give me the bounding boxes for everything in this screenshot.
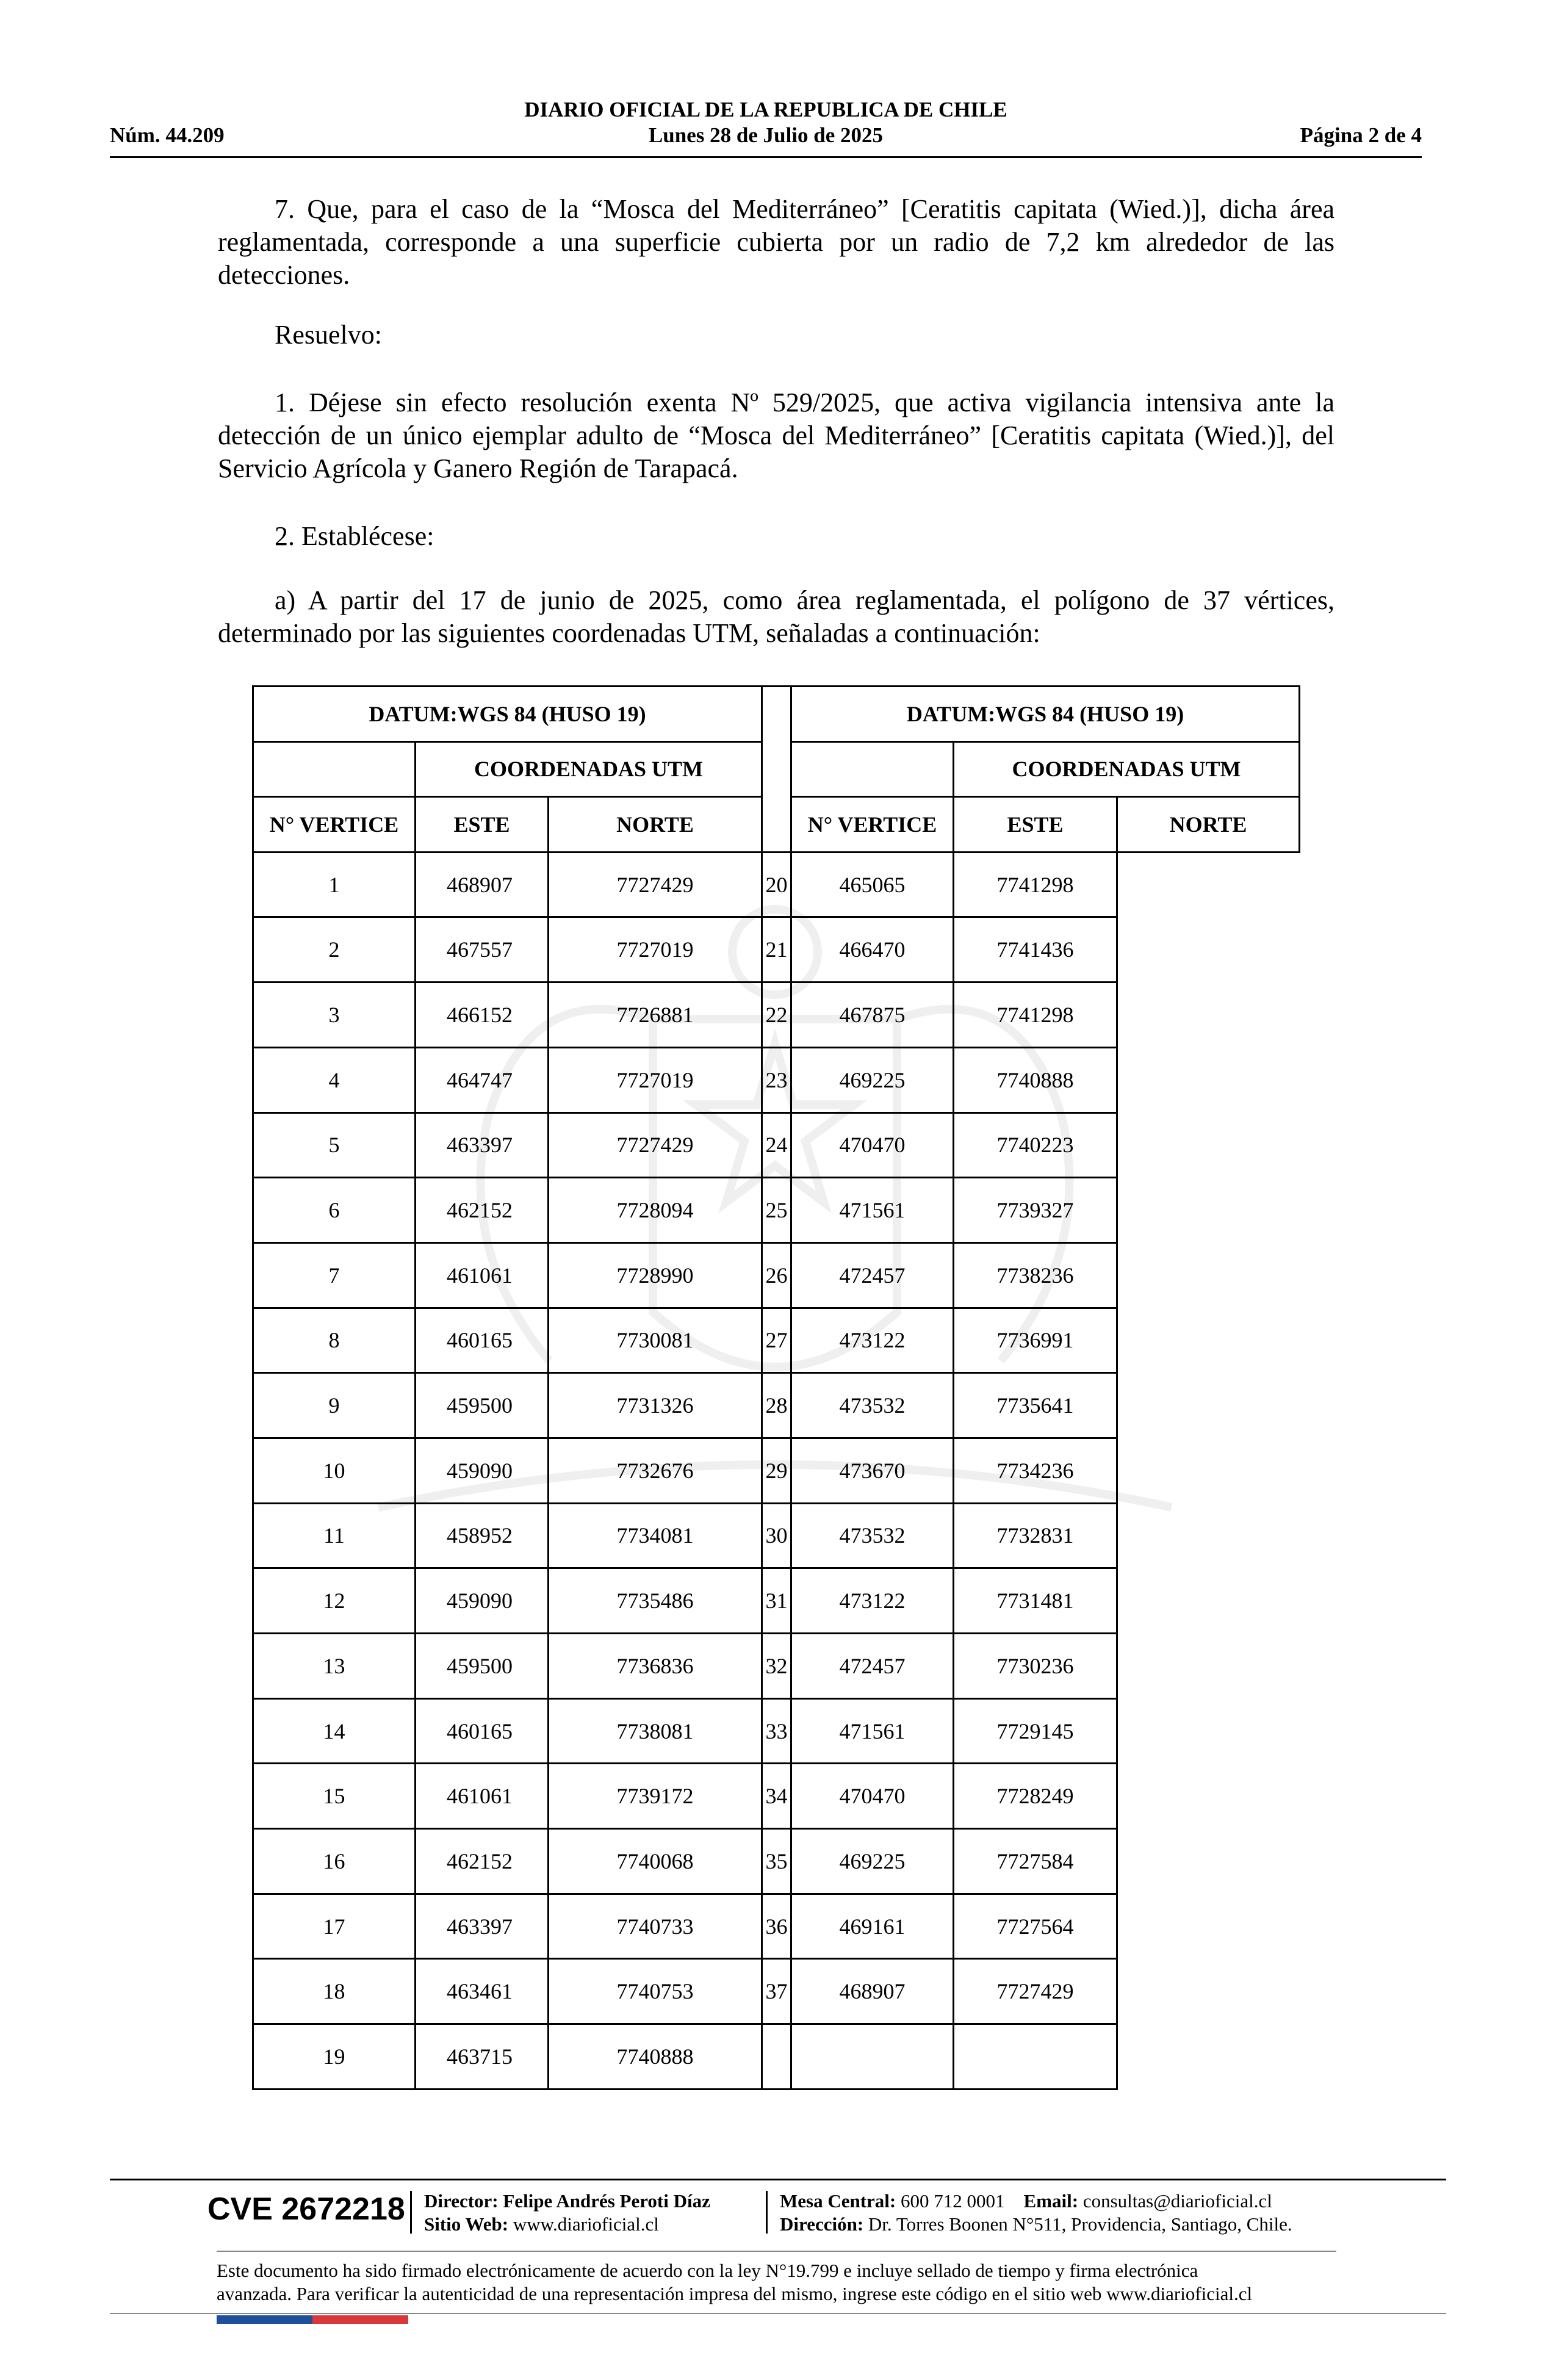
signature-note: [217, 2259, 1336, 2306]
table-row: [253, 1373, 1300, 1438]
norte-left-cell: 7734081: [549, 1503, 762, 1568]
table-row: [253, 1764, 1300, 1829]
este-right-cell: 473670: [791, 1438, 954, 1503]
este-left-cell: 459090: [416, 1568, 549, 1634]
vertex-right-cell: 27: [762, 1308, 791, 1373]
norte-right-cell: 7740888: [954, 1047, 1117, 1112]
norte-right-cell: 7740223: [954, 1112, 1117, 1178]
este-right-cell: 470470: [791, 1112, 954, 1178]
table-row: [253, 983, 1300, 1048]
vertex-right-cell: 24: [762, 1112, 791, 1178]
vertex-right-cell: 34: [762, 1764, 791, 1829]
vertex-right-cell: 29: [762, 1438, 791, 1503]
site-label: Sitio Web:: [424, 2213, 509, 2235]
footer-divider: [110, 2179, 1446, 2180]
norte-left-cell: 7727429: [549, 1112, 762, 1178]
vertex-left-cell: 18: [253, 1959, 416, 2024]
page-number: Página 2 de 4: [1300, 123, 1422, 147]
norte-left-cell: 7732676: [549, 1438, 762, 1503]
email-label: Email:: [1023, 2190, 1079, 2212]
footer-inner-divider: [217, 2251, 1336, 2252]
resolution-1: 1. Déjese sin efecto resolución exenta Nº 529/2025, que activa vigilancia intensiva ante la detección de un único ejemplar adulto de “Mosca del Mediterráneo” [Ceratitis capitata (Wied.)], del Servicio Agrícola y Ganero Región de Tarapacá.: [218, 388, 1334, 483]
resolution-2: 2. Establécese:: [275, 521, 434, 551]
vertex-left-cell: 6: [253, 1178, 416, 1243]
issue-number: Núm. 44.209: [110, 123, 225, 147]
vertex-right-cell: 30: [762, 1503, 791, 1568]
mesa-label: Mesa Central:: [780, 2190, 896, 2212]
norte-right-cell: 7741298: [954, 852, 1117, 917]
vertex-right-cell: 36: [762, 1894, 791, 1959]
norte-right-cell: 7736991: [954, 1308, 1117, 1373]
este-left-cell: 459090: [416, 1438, 549, 1503]
norte-right-cell: 7735641: [954, 1373, 1117, 1438]
signature-note-line: avanzada. Para verificar la autenticidad de una representación impresa del mismo, ingrese este código en el sitio web www.diarioficial.cl: [217, 2283, 1253, 2304]
este-left-cell: 463461: [416, 1959, 549, 2024]
footer-director-block: [424, 2190, 710, 2236]
este-left-cell: 468907: [416, 852, 549, 917]
vertex-right-cell: 37: [762, 1959, 791, 2024]
norte-right-cell: 7728249: [954, 1764, 1117, 1829]
table-row: [253, 1047, 1300, 1112]
este-right-cell: 473122: [791, 1568, 954, 1634]
vertex-left-cell: 5: [253, 1112, 416, 1178]
vertex-right-cell: 31: [762, 1568, 791, 1634]
col-este-left: ESTE: [416, 797, 549, 853]
col-este-right: ESTE: [954, 797, 1117, 853]
vertex-left-cell: 7: [253, 1242, 416, 1308]
flag-stripe-blue: [217, 2315, 312, 2324]
flag-stripe-red: [312, 2315, 408, 2324]
este-right-cell: 472457: [791, 1242, 954, 1308]
norte-right-cell: 7730236: [954, 1634, 1117, 1699]
norte-right-cell: 7732831: [954, 1503, 1117, 1568]
norte-right-cell: 7729145: [954, 1698, 1117, 1764]
utm-coordinates-table: [252, 685, 1298, 2090]
norte-left-cell: 7740753: [549, 1959, 762, 2024]
table-row: [253, 1112, 1300, 1178]
este-left-cell: 463397: [416, 1894, 549, 1959]
este-right-cell: 471561: [791, 1698, 954, 1764]
este-right-cell: 471561: [791, 1178, 954, 1243]
vertex-right-cell: 20: [762, 852, 791, 917]
norte-right-cell: 7739327: [954, 1178, 1117, 1243]
vertex-left-cell: 16: [253, 1829, 416, 1894]
vertex-left-cell: 11: [253, 1503, 416, 1568]
norte-left-cell: 7736836: [549, 1634, 762, 1699]
vertex-left-cell: 3: [253, 983, 416, 1048]
este-left-cell: 462152: [416, 1829, 549, 1894]
vertex-right-cell: 25: [762, 1178, 791, 1243]
vertex-left-cell: 15: [253, 1764, 416, 1829]
norte-right-cell: 7738236: [954, 1242, 1117, 1308]
norte-left-cell: 7740733: [549, 1894, 762, 1959]
norte-left-cell: 7740068: [549, 1829, 762, 1894]
norte-right-cell: 7741298: [954, 983, 1117, 1048]
table-row: [253, 1698, 1300, 1764]
vertex-right-cell: 28: [762, 1373, 791, 1438]
table-row: [253, 1178, 1300, 1243]
vertex-left-cell: 8: [253, 1308, 416, 1373]
este-left-cell: 459500: [416, 1634, 549, 1699]
este-left-cell: 467557: [416, 917, 549, 983]
table-row: [253, 1438, 1300, 1503]
table-row: [253, 917, 1300, 983]
este-left-cell: 463397: [416, 1112, 549, 1178]
vertex-left-cell: 12: [253, 1568, 416, 1634]
este-left-cell: 458952: [416, 1503, 549, 1568]
col-norte-right: NORTE: [1117, 797, 1300, 853]
header-divider: [110, 156, 1422, 158]
publication-title: DIARIO OFICIAL DE LA REPUBLICA DE CHILE: [524, 98, 1007, 121]
norte-right-cell: 7741436: [954, 917, 1117, 983]
norte-right-cell: 7727564: [954, 1894, 1117, 1959]
este-left-cell: 466152: [416, 983, 549, 1048]
vertex-left-cell: 10: [253, 1438, 416, 1503]
vertex-left-cell: 13: [253, 1634, 416, 1699]
footer-separator: [766, 2191, 768, 2234]
table-row: [253, 852, 1300, 917]
norte-left-cell: 7727019: [549, 1047, 762, 1112]
este-right-cell: 472457: [791, 1634, 954, 1699]
empty-header-cell: [253, 741, 416, 797]
este-left-cell: 461061: [416, 1242, 549, 1308]
vertex-right-cell: 23: [762, 1047, 791, 1112]
vertex-left-cell: 17: [253, 1894, 416, 1959]
datum-header-left: DATUM:WGS 84 (HUSO 19): [253, 687, 762, 742]
table-row: [253, 2024, 1300, 2090]
director-label: Director:: [424, 2190, 499, 2212]
issue-date: Lunes 28 de Julio de 2025: [648, 123, 884, 147]
col-norte-left: NORTE: [549, 797, 762, 853]
vertex-left-cell: 14: [253, 1698, 416, 1764]
resolution-2a: a) A partir del 17 de junio de 2025, como área reglamentada, el polígono de 37 vértices, determinado por las siguientes coordenadas UTM, señaladas a continuación:: [218, 585, 1334, 648]
table-row: [253, 1894, 1300, 1959]
address-label: Dirección:: [780, 2213, 864, 2235]
email-address[interactable]: consultas@diarioficial.cl: [1082, 2190, 1272, 2212]
este-right-cell: 469161: [791, 1894, 954, 1959]
resuelvo-heading: Resuelvo:: [275, 320, 382, 350]
table-row: [253, 1242, 1300, 1308]
col-vertex-right: N° VERTICE: [791, 797, 954, 853]
este-right-cell: 465065: [791, 852, 954, 917]
norte-left-cell: 7731326: [549, 1373, 762, 1438]
este-left-cell: 464747: [416, 1047, 549, 1112]
este-left-cell: 461061: [416, 1764, 549, 1829]
vertex-right-cell: 22: [762, 983, 791, 1048]
empty-header-cell: [791, 741, 954, 797]
table-row: [253, 1308, 1300, 1373]
coords-header-right: COORDENADAS UTM: [954, 741, 1300, 797]
vertex-right-cell: 32: [762, 1634, 791, 1699]
datum-header-right: DATUM:WGS 84 (HUSO 19): [791, 687, 1300, 742]
este-right-cell: [791, 2024, 954, 2090]
este-right-cell: 470470: [791, 1764, 954, 1829]
vertex-right-cell: 35: [762, 1829, 791, 1894]
norte-left-cell: 7738081: [549, 1698, 762, 1764]
vertex-left-cell: 2: [253, 917, 416, 983]
site-url[interactable]: www.diarioficial.cl: [513, 2213, 659, 2235]
norte-left-cell: 7728094: [549, 1178, 762, 1243]
table-row: [253, 1959, 1300, 2024]
este-left-cell: 460165: [416, 1308, 549, 1373]
norte-left-cell: 7730081: [549, 1308, 762, 1373]
este-left-cell: 462152: [416, 1178, 549, 1243]
table-gutter: [762, 687, 791, 853]
vertex-right-cell: 26: [762, 1242, 791, 1308]
vertex-right-cell: 33: [762, 1698, 791, 1764]
este-left-cell: 460165: [416, 1698, 549, 1764]
footer-separator: [410, 2191, 412, 2234]
norte-left-cell: 7728990: [549, 1242, 762, 1308]
norte-left-cell: 7726881: [549, 983, 762, 1048]
footer-bottom-divider: [110, 2313, 1446, 2314]
table-row: [253, 1503, 1300, 1568]
este-right-cell: 473532: [791, 1503, 954, 1568]
este-right-cell: 468907: [791, 1959, 954, 2024]
norte-right-cell: 7731481: [954, 1568, 1117, 1634]
norte-left-cell: 7727429: [549, 852, 762, 917]
vertex-left-cell: 19: [253, 2024, 416, 2090]
este-right-cell: 467875: [791, 983, 954, 1048]
table-row: [253, 1634, 1300, 1699]
address: Dr. Torres Boonen N°511, Providencia, Santiago, Chile.: [868, 2213, 1292, 2235]
norte-right-cell: 7727429: [954, 1959, 1117, 2024]
este-right-cell: 473532: [791, 1373, 954, 1438]
coords-header-left: COORDENADAS UTM: [416, 741, 762, 797]
este-right-cell: 469225: [791, 1047, 954, 1112]
este-left-cell: 459500: [416, 1373, 549, 1438]
col-vertex-left: N° VERTICE: [253, 797, 416, 853]
vertex-right-cell: 21: [762, 917, 791, 983]
norte-left-cell: 7739172: [549, 1764, 762, 1829]
norte-right-cell: 7727584: [954, 1829, 1117, 1894]
vertex-left-cell: 4: [253, 1047, 416, 1112]
director-name: Felipe Andrés Peroti Díaz: [503, 2190, 710, 2212]
mesa-phone: 600 712 0001: [901, 2190, 1005, 2212]
norte-right-cell: 7734236: [954, 1438, 1117, 1503]
este-right-cell: 469225: [791, 1829, 954, 1894]
norte-left-cell: 7727019: [549, 917, 762, 983]
signature-note-line: Este documento ha sido firmado electrónicamente de acuerdo con la ley N°19.799 e incluye sellado de tiempo y firma electrónica: [217, 2260, 1198, 2281]
este-right-cell: 473122: [791, 1308, 954, 1373]
norte-left-cell: 7740888: [549, 2024, 762, 2090]
cve-code: CVE 2672218: [207, 2191, 405, 2227]
norte-right-cell: [954, 2024, 1117, 2090]
este-left-cell: 463715: [416, 2024, 549, 2090]
table-row: [253, 1829, 1300, 1894]
table-row: [253, 1568, 1300, 1634]
page-header: [110, 92, 1422, 160]
vertex-right-cell: [762, 2024, 791, 2090]
vertex-left-cell: 1: [253, 852, 416, 917]
vertex-left-cell: 9: [253, 1373, 416, 1438]
paragraph-7: 7. Que, para el caso de la “Mosca del Mediterráneo” [Ceratitis capitata (Wied.)], dicha área reglamentada, corresponde a una superficie cubierta por un radio de 7,2 km alrededor de las detecciones.: [218, 194, 1334, 290]
norte-left-cell: 7735486: [549, 1568, 762, 1634]
footer-contact-block: [780, 2190, 1292, 2236]
este-right-cell: 466470: [791, 917, 954, 983]
